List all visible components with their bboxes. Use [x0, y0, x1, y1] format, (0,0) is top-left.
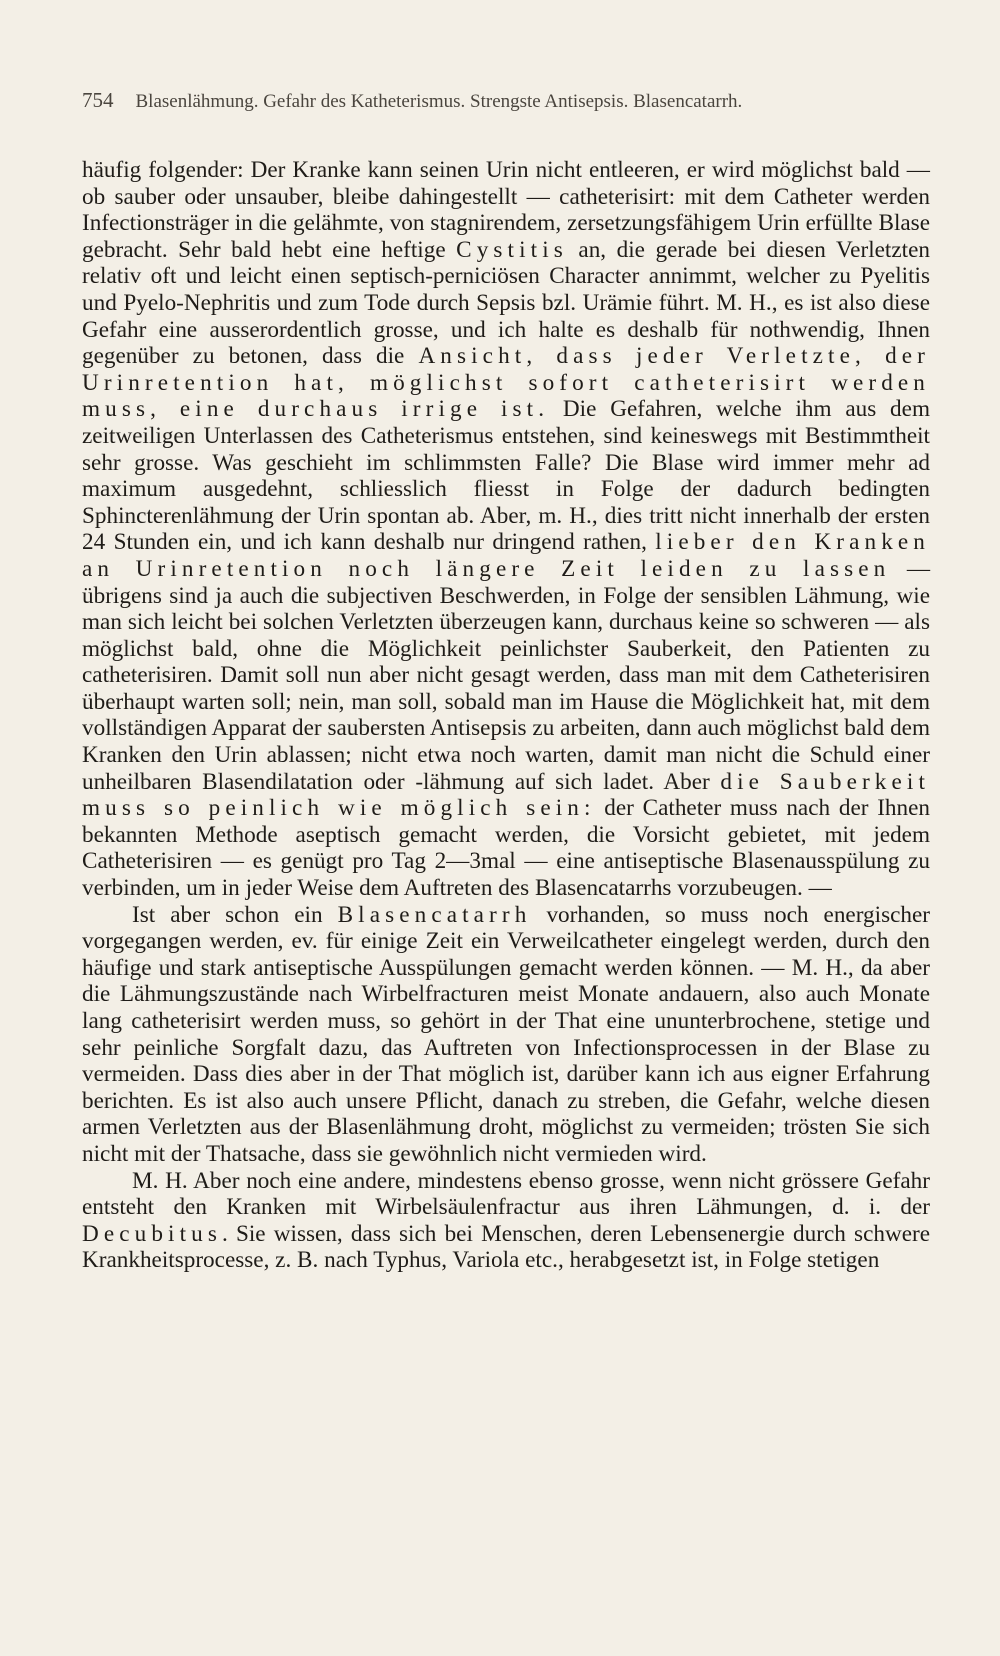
text-run: häufig folgender: Der Kranke kann seinen Urin nicht entleeren, er wird möglichst bald — ob sauber oder unsauber, bleibe dahingestellt — catheterisirt: mit dem Catheter werden Infectionsträger in die gelähmte, von stagnirendem, zersetzungsfähigem Urin erfüllte Blase gebracht. Sehr bald hebt eine heftige [82, 157, 930, 263]
text-run: M. H. Aber noch eine andere, mindestens ebenso grosse, wenn nicht grössere Gefahr entsteht den Kranken mit Wirbelsäulenfractur aus ihren Lähmungen, d. i. der [82, 1167, 930, 1221]
paragraph [82, 1168, 930, 1274]
text-run: — übrigens sind ja auch die subjectiven Beschwerden, in Folge der sensiblen Lähmung, wie man sich leicht bei solchen Verletzten überzeugen kann, durchaus keine so schweren — als möglichst bald, ohne die Möglichkeit peinlichster Sauberkeit, den Patienten zu catheterisiren. Damit soll nun aber nicht gesagt werden, dass man mit dem Catheterisiren überhaupt warten soll; nein, man soll, sobald man im Hause die Möglichkeit hat, mit dem vollständigen Apparat der saubersten Antisepsis zu arbeiten, dann auch möglichst bald dem Kranken den Urin ablassen; nicht etwa noch warten, damit man nicht die Schuld einer unheilbaren Blasendilatation oder -lähmung auf sich ladet. Aber [82, 555, 931, 795]
running-title: Blasenlähmung. Gefahr des Katheterismus. Strengste Antisepsis. Blasencatarrh. [135, 91, 743, 112]
emphasis-spaced-text: Blasencatarrh [337, 901, 532, 928]
page-number: 754 [82, 88, 114, 112]
text-run: . Sie wissen, dass sich bei Menschen, deren Lebensenergie durch schwere Krankheitsprocesse, z. B. nach Typhus, Variola etc., herabgesetzt ist, in Folge stetigen [82, 1220, 930, 1274]
text-run: Die Gefahren, welche ihm aus dem zeitweiligen Unterlassen des Catheterismus entstehen, sind keineswegs mit Bestimmtheit sehr grosse. Was geschieht im schlimmsten Falle? Die Blase wird immer mehr ad maximum ausgedehnt, schliesslich fliesst in Folge der dadurch bedingten Sphincterenlähmung der Urin spontan ab. Aber, m. H., dies tritt nicht innerhalb der ersten 24 Stunden ein, und ich kann deshalb nur dringend rathen, [82, 396, 930, 556]
body-text [82, 157, 930, 1274]
text-run: vorhanden, so muss noch energischer vorgegangen werden, ev. für einige Zeit ein Verweilcatheter eingelegt werden, durch den häufige und stark antiseptische Ausspülungen gemacht werden können. — M. H., da aber die Lähmungszustände nach Wirbelfracturen meist Monate andauern, also auch Monate lang catheterisirt werden muss, so gehört in der That eine ununterbrochene, stetige und sehr peinliche Sorgfalt dazu, das Auftreten von Infectionsprocessen in der Blase zu vermeiden. Dass dies aber in der That möglich ist, darüber kann ich aus eigner Erfahrung berichten. Es ist also auch unsere Pflicht, danach zu streben, die Gefahr, welche diesen armen Verletzten aus der Blasenlähmung droht, möglichst zu vermeiden; trösten Sie sich nicht mit der Thatsache, dass sie gewöhnlich nicht vermieden wird. [82, 901, 930, 1167]
running-head [82, 88, 930, 113]
emphasis-spaced-text: Cystitis [456, 236, 568, 263]
emphasis-spaced-text: die Sauberkeit muss so peinlich wie möglich sein: [82, 768, 930, 822]
text-run: der Catheter muss nach der Ihnen bekannten Methode aseptisch gemacht werden, die Vorsicht gebietet, mit jedem Catheterisiren — es genügt pro Tag 2—3mal — eine antiseptische Blasenausspülung zu verbinden, um in jeder Weise dem Auftreten des Blasencatarrhs vorzubeugen. — [82, 795, 931, 902]
emphasis-spaced-text: lieber den Kranken an Urinretention noch längere Zeit leiden zu lassen [82, 529, 930, 582]
text-run: Ist aber schon ein [132, 901, 338, 928]
emphasis-spaced-text: Decubitus [82, 1220, 222, 1247]
emphasis-spaced-text: Ansicht, dass jeder Verletzte, der Urinretention hat, möglichst sofort catheterisirt werden muss, eine durchaus irrige ist. [82, 343, 930, 423]
text-run: an, die gerade bei diesen Verletzten relativ oft und leicht einen septisch-perniciösen Character annimmt, welcher zu Pyelitis und Pyelo-Nephritis und zum Tode durch Sepsis bzl. Urämie führt. M. H., es ist also diese Gefahr eine ausserordentlich grosse, und ich halte es deshalb für nothwendig, Ihnen gegenüber zu betonen, dass die [82, 236, 930, 370]
paragraph [82, 157, 930, 902]
paragraph [82, 902, 930, 1168]
